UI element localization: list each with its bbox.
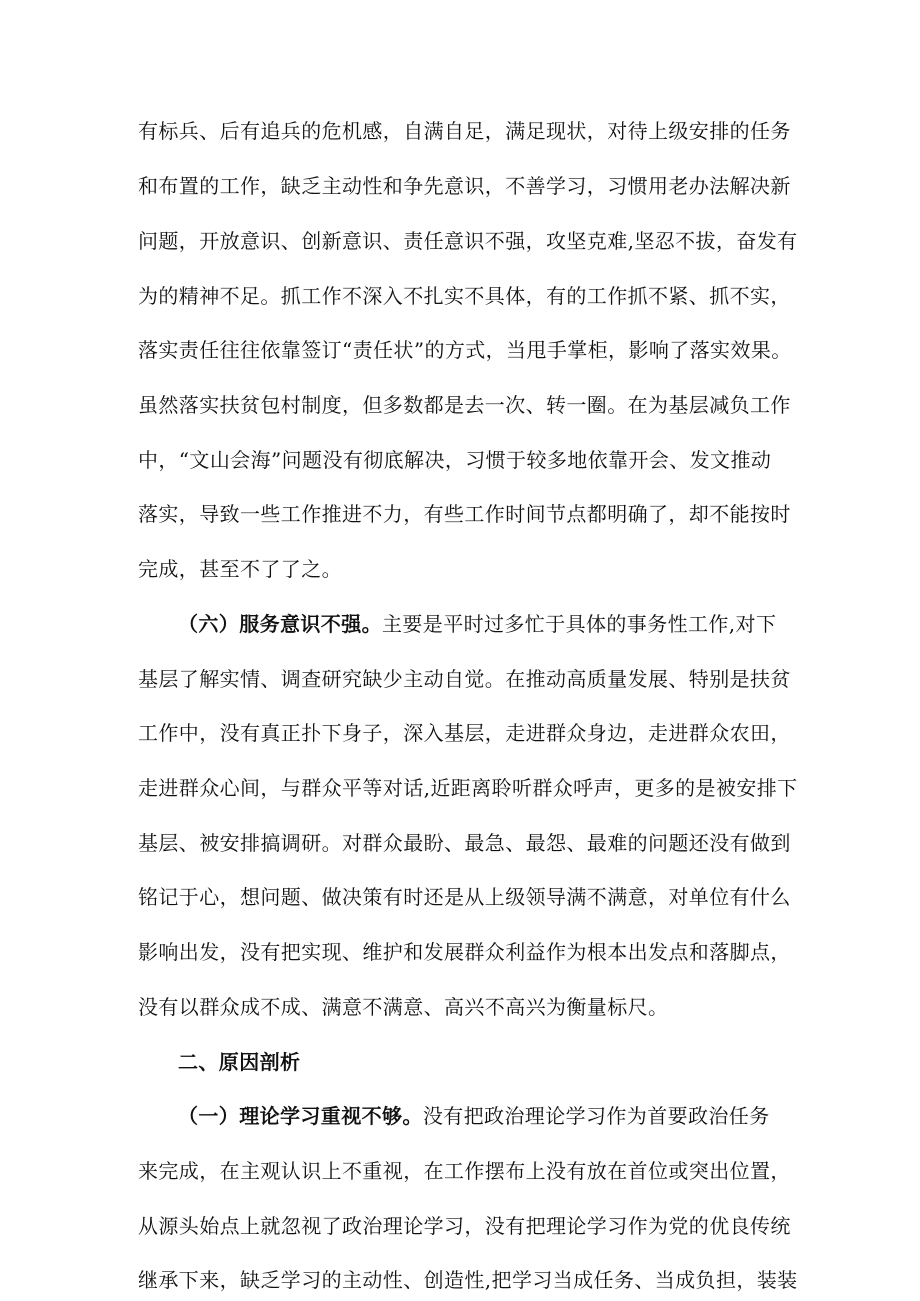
paragraph-line: 铭记于心，想问题、做决策有时还是从上级领导满不满意，对单位有什么	[138, 885, 791, 909]
subsection1-first-line	[178, 1102, 770, 1130]
paragraph-line: 基层了解实情、调查研究缺少主动自觉。在推动高质量发展、特别是扶贫	[138, 667, 791, 691]
paragraph-line: 落实责任往往依靠签订“责任状”的方式，当甩手掌柜，影响了落实效果。	[138, 338, 792, 362]
paragraph-line: 从源头始点上就忽视了政治理论学习，没有把理论学习作为党的优良传统	[138, 1214, 791, 1238]
paragraph-line: 有标兵、后有追兵的危机感，自满自足，满足现状，对待上级安排的任务	[138, 119, 791, 143]
section-heading: 二、原因剖析	[178, 1050, 301, 1074]
paragraph-line: 完成，甚至不了了之。	[138, 557, 342, 581]
subsection1-first-line-text: 没有把政治理论学习作为首要政治任务	[422, 1104, 770, 1128]
paragraph-line: 没有以群众成不成、满意不满意、高兴不高兴为衡量标尺。	[138, 995, 669, 1019]
paragraph-line: 来完成，在主观认识上不重视，在工作摆布上没有放在首位或突出位置，	[138, 1159, 791, 1183]
paragraph-line: 为的精神不足。抓工作不深入不扎实不具体，有的工作抓不紧、抓不实，	[138, 284, 791, 308]
section6-first-line-text: 主要是平时过多忙于具体的事务性工作,对下	[382, 612, 777, 636]
section6-first-line	[178, 610, 776, 638]
paragraph-line: 问题，开放意识、创新意识、责任意识不强，攻坚克难,坚忍不拔，奋发有	[138, 229, 798, 253]
section6-heading: （六）服务意识不强。	[178, 612, 382, 636]
paragraph-line: 中，“文山会海”问题没有彻底解决，习惯于较多地依靠开会、发文推动	[138, 448, 772, 472]
paragraph-line: 和布置的工作，缺乏主动性和争先意识，不善学习，习惯用老办法解决新	[138, 174, 791, 198]
paragraph-line: 影响出发，没有把实现、维护和发展群众利益作为根本出发点和落脚点，	[138, 940, 791, 964]
paragraph-line: 虽然落实扶贫包村制度，但多数都是去一次、转一圈。在为基层减负工作	[138, 393, 791, 417]
paragraph-line: 基层、被安排搞调研。对群众最盼、最急、最怨、最难的问题还没有做到	[138, 831, 791, 855]
paragraph-line: 落实，导致一些工作推进不力，有些工作时间节点都明确了，却不能按时	[138, 502, 791, 526]
paragraph-line: 走进群众心间，与群众平等对话,近距离聆听群众呼声，更多的是被安排下	[138, 776, 798, 800]
subsection1-heading: （一）理论学习重视不够。	[178, 1104, 423, 1128]
paragraph-line: 继承下来，缺乏学习的主动性、创造性,把学习当成任务、当成负担，装装	[138, 1268, 798, 1292]
paragraph-line: 工作中，没有真正扑下身子，深入基层，走进群众身边，走进群众农田，	[138, 721, 791, 745]
